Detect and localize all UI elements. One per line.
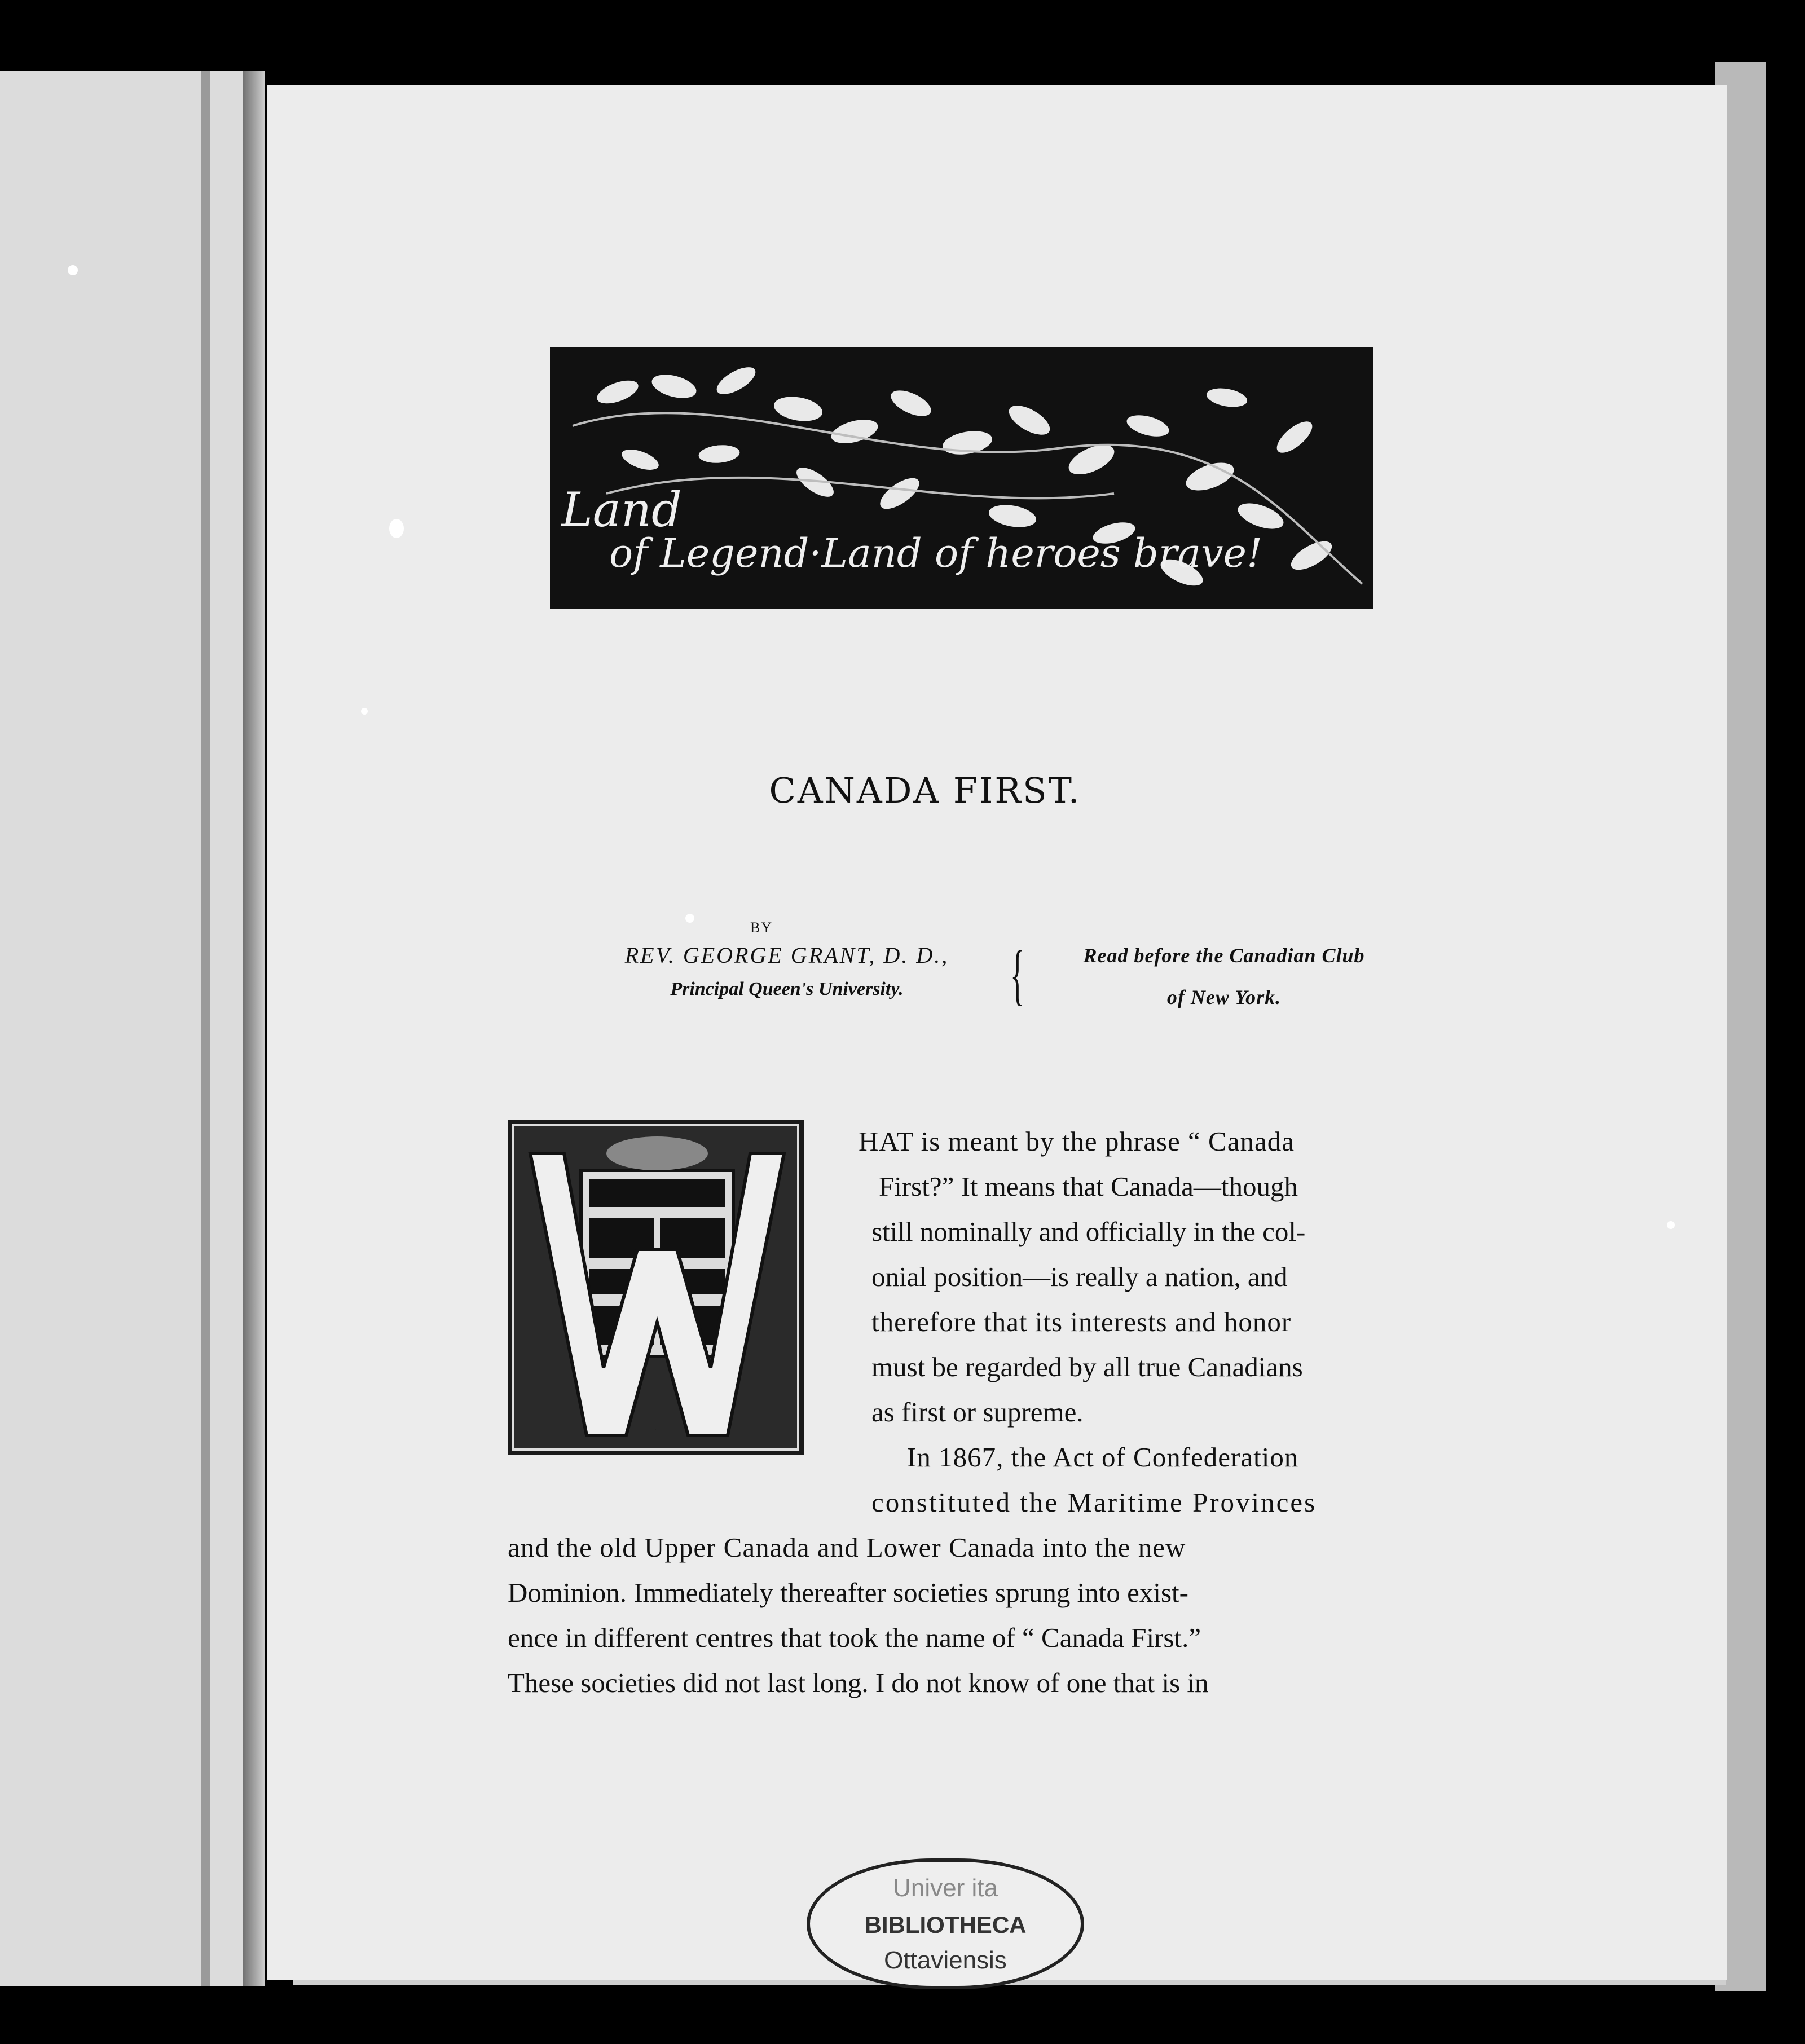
body-line: ence in different centres that took the name of “ Canada First.” xyxy=(508,1622,1201,1653)
body-line: therefore that its interests and honor xyxy=(871,1306,1292,1337)
read-note-line2: of New York. xyxy=(1166,986,1282,1008)
body-line: These societies did not last long. I do not know of one that is in xyxy=(508,1667,1209,1698)
motto-line1: Land xyxy=(561,482,682,538)
brace-divider: { xyxy=(1010,937,1025,1012)
body-line: and the old Upper Canada and Lower Canada into the new xyxy=(508,1532,1186,1563)
body-line: as first or supreme. xyxy=(871,1397,1084,1428)
left-page-edge xyxy=(201,71,210,1986)
library-stamp xyxy=(807,1858,1084,1989)
motto-line2: of Legend·Land of heroes brave! xyxy=(609,530,1263,576)
body-line: In 1867, the Act of Confederation xyxy=(907,1442,1299,1473)
scan-speck xyxy=(68,265,78,275)
scan-speck xyxy=(685,914,694,923)
book-gutter xyxy=(243,71,265,1986)
author-name: REV. GEORGE GRANT, D. D., xyxy=(624,942,949,968)
illuminated-initial xyxy=(508,1120,804,1455)
body-line: Dominion. Immediately thereafter societies sprung into exist- xyxy=(508,1577,1188,1608)
header-banner xyxy=(550,347,1373,609)
body-line: onial position—is really a nation, and xyxy=(871,1261,1288,1292)
coat-of-arms-illustration xyxy=(508,1120,804,1455)
banner-motto xyxy=(556,482,1263,595)
stamp-line2: BIBLIOTHECA xyxy=(864,1911,1027,1938)
scan-speck xyxy=(389,519,404,538)
body-line: must be regarded by all true Canadians xyxy=(871,1351,1303,1382)
byline-by: BY xyxy=(750,919,773,936)
left-page xyxy=(0,71,265,1986)
stamp-line1: Univer ita xyxy=(893,1874,998,1902)
page-title: CANADA FIRST. xyxy=(769,770,1081,811)
body-line: First?” It means that Canada—though xyxy=(879,1171,1298,1202)
body-line: HAT is meant by the phrase “ Canada xyxy=(859,1126,1295,1157)
stamp-line3: Ottaviensis xyxy=(884,1946,1007,1974)
scan-speck xyxy=(1667,1221,1675,1229)
body-line: constituted the Maritime Provinces xyxy=(871,1487,1317,1518)
scan-speck xyxy=(361,708,368,715)
body-line: still nominally and officially in the col- xyxy=(871,1216,1306,1247)
author-affiliation: Principal Queen's University. xyxy=(670,979,904,999)
read-note-line1: Read before the Canadian Club xyxy=(1083,944,1365,967)
